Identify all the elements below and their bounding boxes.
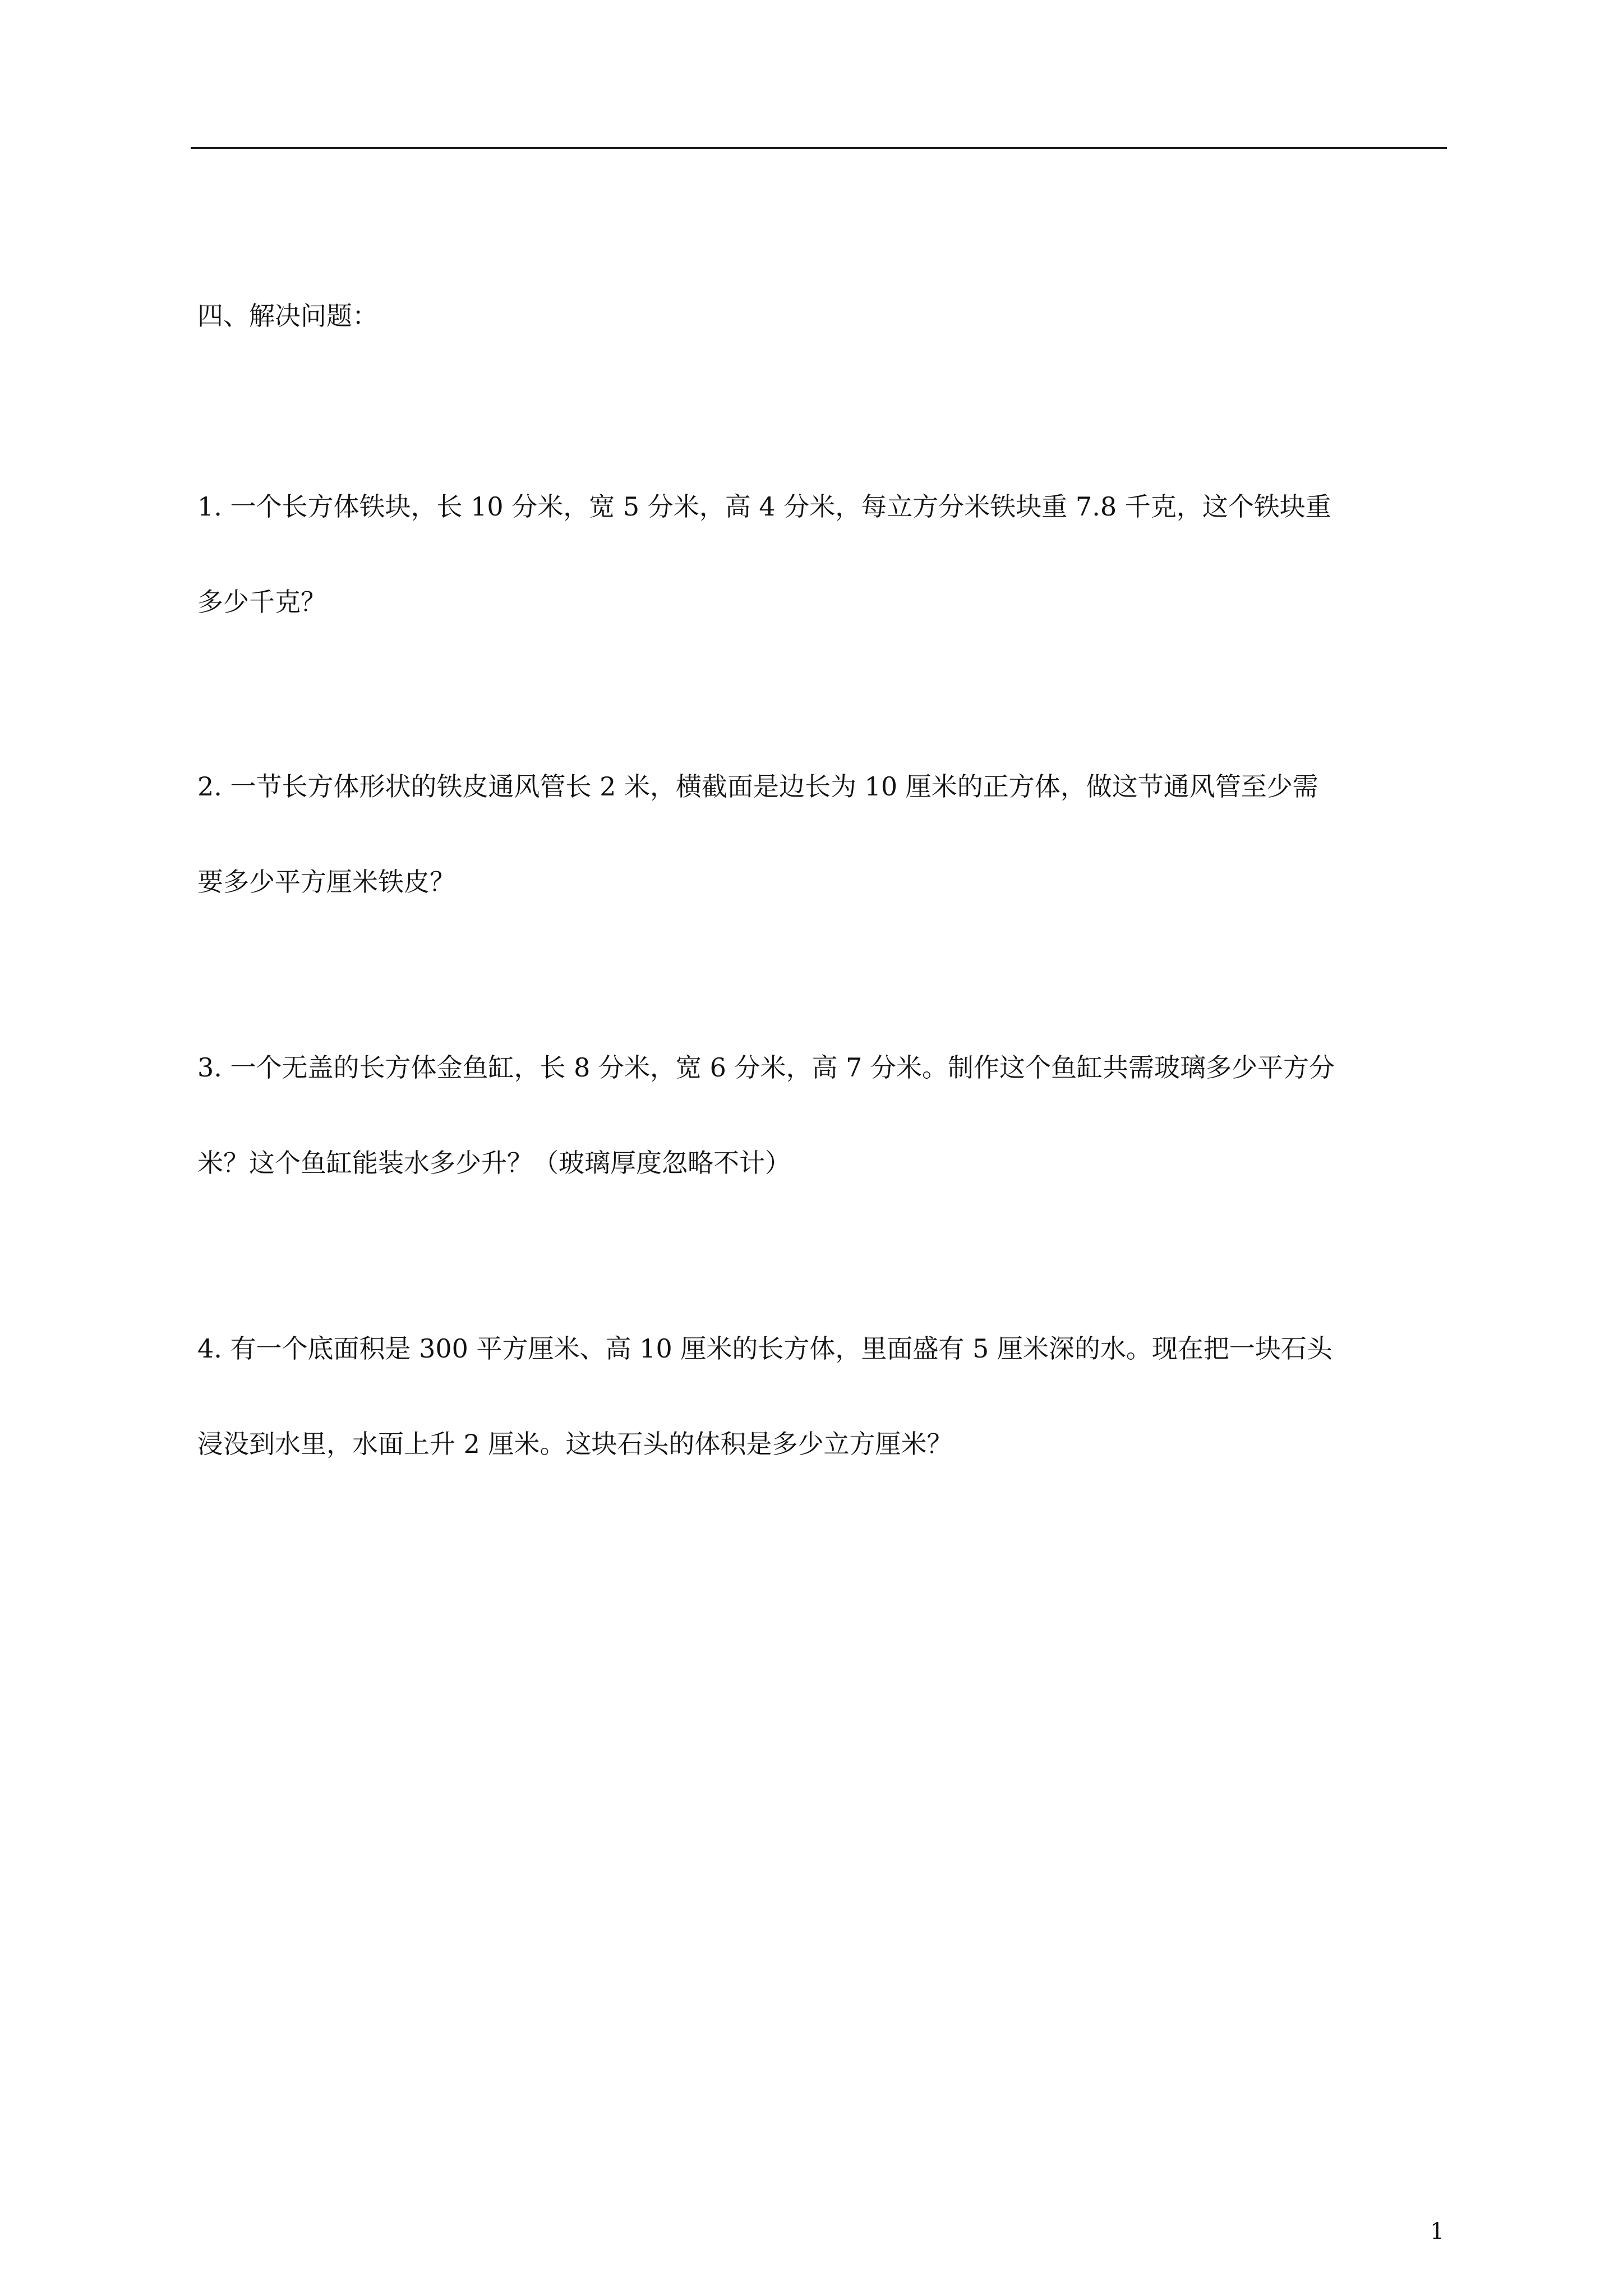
header-rule <box>191 147 1447 149</box>
problem-4-line-2: 浸没到水里，水面上升 2 厘米。这块石头的体积是多少立方厘米？ <box>197 1429 953 1459</box>
problem-1-line-2: 多少千克？ <box>197 587 326 617</box>
problem-1 <box>197 490 1331 619</box>
problem-1-line-1: 1. 一个长方体铁块，长 10 分米，宽 5 分米，高 4 分米，每立方分米铁块重 7.8 千克，这个铁块重 <box>197 491 1331 522</box>
problem-4 <box>197 1332 1332 1461</box>
problem-3-line-1: 3. 一个无盖的长方体金鱼缸，长 8 分米，宽 6 分米，高 7 分米。制作这个鱼缸共需玻璃多少平方分 <box>197 1052 1335 1083</box>
problem-2-line-2: 要多少平方厘米铁皮？ <box>197 867 455 897</box>
problem-3-line-2: 米？这个鱼缸能装水多少升？（玻璃厚度忽略不计） <box>197 1148 791 1178</box>
problem-2-line-1: 2. 一节长方体形状的铁皮通风管长 2 米，横截面是边长为 10 厘米的正方体，做这节通风管至少需 <box>197 771 1318 802</box>
problem-3 <box>197 1051 1335 1180</box>
problem-2 <box>197 770 1318 899</box>
problem-4-line-1: 4. 有一个底面积是 300 平方厘米、高 10 厘米的长方体，里面盛有 5 厘米深的水。现在把一块石头 <box>197 1333 1332 1364</box>
section-heading: 四、解决问题： <box>197 301 378 331</box>
page-number: 1 <box>1430 2219 1445 2244</box>
